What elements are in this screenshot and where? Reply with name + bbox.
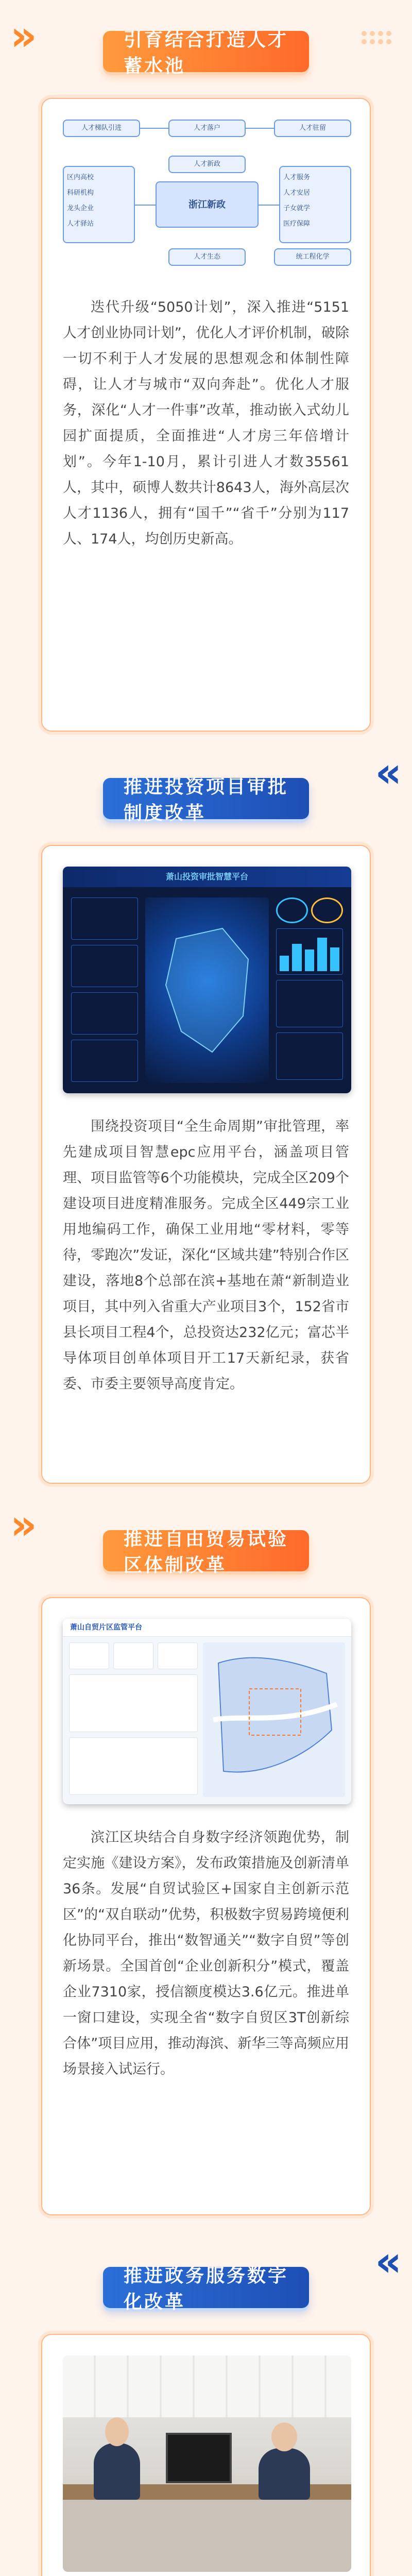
diagram-right-item: 医疗保障 xyxy=(283,220,311,228)
diagram-right-item: 子女就学 xyxy=(283,205,311,212)
decor-chevron: » xyxy=(10,12,37,60)
section-1-heading: 引育结合打造人才蓄水池 xyxy=(103,31,309,72)
diagram-right-list xyxy=(279,166,351,243)
diagram-top-left: 人才梯队引进 xyxy=(63,120,140,137)
dashboard-left-panel xyxy=(71,897,138,1083)
section-2-paragraph: 围绕投资项目“全生命周期”审批管理，率先建成项目智慧epc应用平台，涵盖项目管理、项目监管等6个功能模块，完成全区209个建设项目进度精准服务。完成全区449宗工业用地编码工作，确保工业用地“零材料，零等待，零跑次”发证，深化“区域共建”特别合作区建设，落地8个总部在滨+基地在萧“新制造业项目，其中列入省重大产业项目3个，152省市县长项目工程4个，总投资达232亿元；富芯半导体项目创单体项目开工17天新纪录，获省委、市委主要领导高度肯定。 xyxy=(63,1118,349,1392)
diagram-right-item: 人才服务 xyxy=(283,174,311,181)
ftz-platform-title: 萧山自贸片区监管平台 xyxy=(63,1619,351,1637)
decor-dots xyxy=(362,31,391,44)
dashboard-title: 萧山投资审批智慧平台 xyxy=(63,867,351,887)
decor-chevron: » xyxy=(10,1501,37,1549)
diagram-left-item: 区内高校 xyxy=(67,174,94,181)
section-1-paragraph: 迭代升级“5050计划”，深入推进“5151人才创业协同计划”，优化人才评价机制，破除一切不利于人才发展的思想观念和体制性障碍，让人才与城市“双向奔赴”。优化人才服务，深化“人才一件事”改革，推动嵌入式幼儿园扩面提质，全面推进“人才房三年倍增计划”。今年1-10月，累计引进人才数35561人，其中，硕博人数共计8643人，海外高层次人才1136人，拥有“国千”“省千”分别为117人、174人，均创历史新高。 xyxy=(63,299,349,547)
section-2-card xyxy=(41,845,371,1484)
section-4-heading: 推进政务服务数字化改革 xyxy=(103,2267,309,2308)
section-3-heading: 推进自由贸易试验区体制改革 xyxy=(103,1530,309,1571)
diagram-line xyxy=(140,128,168,129)
section-3-card xyxy=(41,1597,371,2215)
ftz-left-panel xyxy=(69,1642,198,1797)
diagram-center-top: 人才新政 xyxy=(168,156,246,173)
diagram-left-item: 龙头企业 xyxy=(67,205,94,212)
ftz-map xyxy=(203,1642,345,1797)
service-hall-photo xyxy=(63,2355,351,2572)
diagram-center: 浙江新政 xyxy=(156,181,259,228)
diagram-top-mid: 人才落户 xyxy=(168,120,246,137)
diagram-line xyxy=(259,205,279,206)
diagram-left-list xyxy=(63,166,135,243)
section-4-card xyxy=(41,2334,371,2576)
decor-chevron: « xyxy=(375,749,402,796)
diagram-left-item: 人才驿站 xyxy=(67,220,94,228)
decor-chevron: « xyxy=(375,2238,402,2285)
talent-diagram xyxy=(63,120,351,274)
diagram-bottom-mid: 人才生态 xyxy=(168,248,246,266)
section-2-heading: 推进投资项目审批制度改革 xyxy=(103,778,309,819)
ftz-platform-screenshot xyxy=(63,1619,351,1804)
diagram-top-right: 人才驻留 xyxy=(274,120,351,137)
dashboard-map xyxy=(145,897,269,1083)
section-1-card xyxy=(41,98,371,732)
diagram-left-item: 科研机构 xyxy=(67,189,94,197)
diagram-right-item: 人才安居 xyxy=(283,189,311,197)
diagram-line xyxy=(135,205,156,206)
dashboard-right-panel xyxy=(276,897,343,1083)
section-3-paragraph: 滨江区块结合自身数字经济领跑优势，制定实施《建设方案》，发布政策措施及创新清单36条。发展“自贸试验区+国家自主创新示范区”的“双自联动”优势，积极数字贸易跨境便利化协同平台，推出“数智通关”“数字自贸”等创新场景。全国首创“企业创新积分”模式，覆盖企业7310家，授信额度模达3.6亿元。推进单一窗口建设，实现全省“数字自贸区3T创新综合体”项目应用，推动海滨、新华三等高频应用场景接入试运行。 xyxy=(63,1829,349,2077)
diagram-line xyxy=(246,128,274,129)
diagram-bottom-right: 统工程化学 xyxy=(274,248,351,266)
approval-dashboard-screenshot xyxy=(63,867,351,1093)
